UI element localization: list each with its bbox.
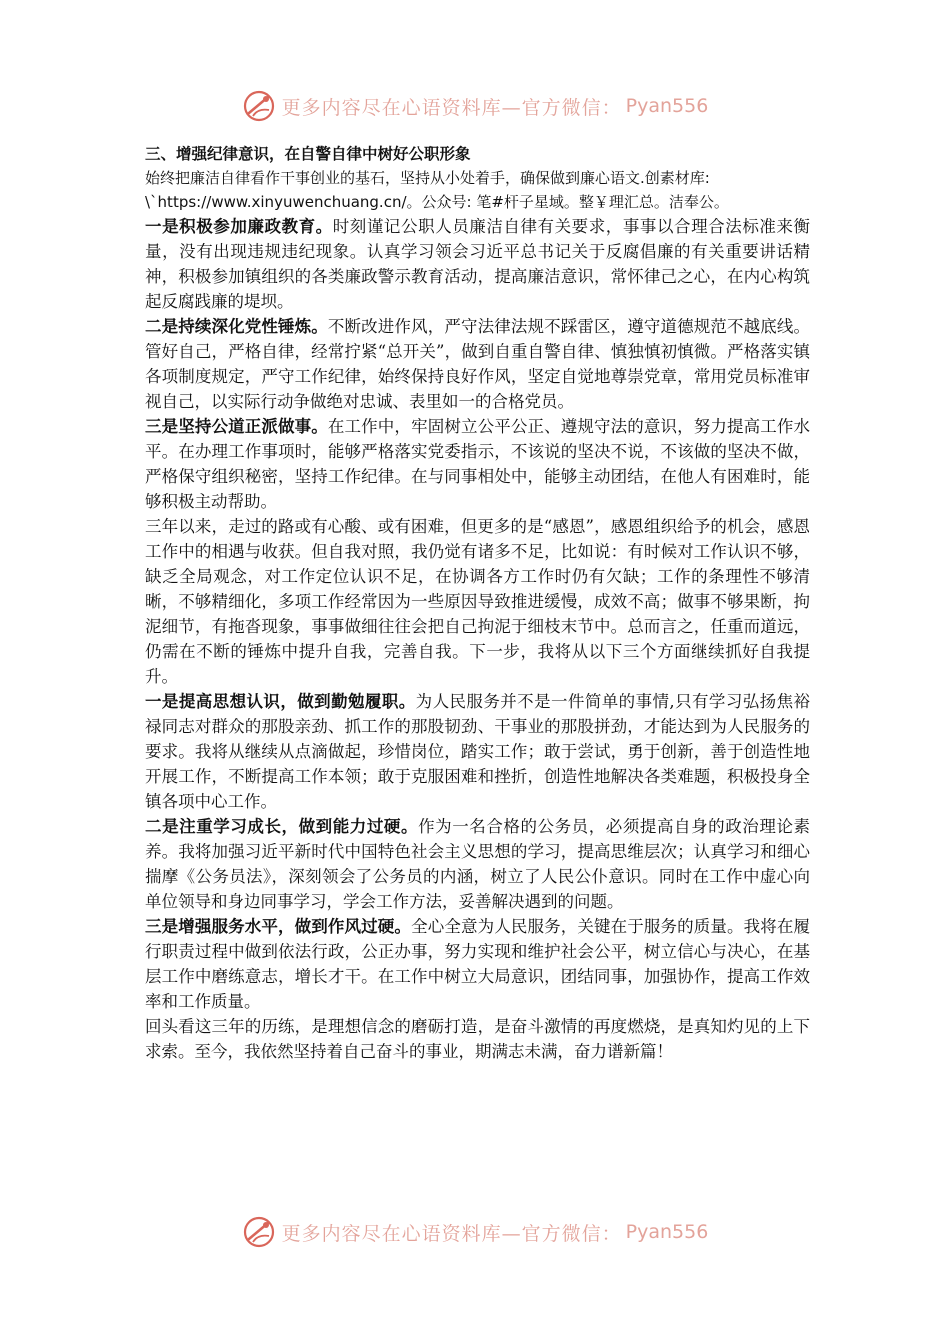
paragraph-3 <box>145 414 810 514</box>
paragraph-lead: 三是增强服务水平，做到作风过硬。 <box>145 917 412 936</box>
paragraph-lead: 二是注重学习成长，做到能力过硬。 <box>145 817 419 836</box>
logo-icon <box>242 89 276 123</box>
paragraph-2 <box>145 314 810 414</box>
watermark-wechat-id: Pyan556 <box>625 1221 709 1243</box>
paragraph-lead: 一是积极参加廉政教育。 <box>145 217 333 236</box>
paragraph-5 <box>145 689 810 814</box>
watermark-wechat-id: Pyan556 <box>625 95 709 117</box>
document-body <box>145 142 810 1064</box>
paragraph-8 <box>145 1014 810 1064</box>
paragraph-7 <box>145 914 810 1014</box>
paragraph-1 <box>145 214 810 314</box>
paragraph-lead: 二是持续深化党性锤炼。 <box>145 317 328 336</box>
watermark-footer <box>0 1212 950 1252</box>
logo-icon <box>242 1215 276 1249</box>
paragraph-6 <box>145 814 810 914</box>
paragraph-lead: 一是提高思想认识，做到勤勉履职。 <box>145 692 416 711</box>
paragraph-text: 作为一名合格的公务员，必须提高自身的政治理论素养。我将加强习近平新时代中国特色社会主义思想的学习，提高思维层次；认真学习和细心揣摩《公务员法》，深刻领会了公务员的内涵，树立了人民公仆意识。同时在工作中虚心向单位领导和身边同事学习，学会工作方法，妥善解决遇到的问题。 <box>145 817 811 911</box>
paragraph-text: 时刻谨记公职人员廉洁自律有关要求，事事以合理合法标准来衡量，没有出现违规违纪现象。认真学习领会习近平总书记关于反腐倡廉的有关重要讲话精神，积极参加镇组织的各类廉政警示教育活动，提高廉洁意识，常怀律己之心，在内心构筑起反腐践廉的堤坝。 <box>145 217 811 311</box>
paragraph-lead: 三是坚持公道正派做事。 <box>145 417 328 436</box>
watermark-text: 更多内容尽在心语资料库—官方微信： <box>281 96 622 119</box>
watermark-text: 更多内容尽在心语资料库—官方微信： <box>281 1222 622 1245</box>
paragraph-text: 三年以来，走过的路或有心酸、或有困难，但更多的是“感恩”，感恩组织给予的机会，感恩工作中的相遇与收获。但自我对照，我仍觉有诸多不足，比如说：有时候对工作认识不够，缺乏全局观念，对工作定位认识不足，在协调各方工作时仍有欠缺；工作的条理性不够清晰，不够精细化，多项工作经常因为一些原因导致推进缓慢，成效不高；做事不够果断，拘泥细节，有拖沓现象，事事做细往往会把自己拘泥于细枝末节中。总而言之，任重而道远，仍需在不断的锤炼中提升自我，完善自我。下一步，我将从以下三个方面继续抓好自我提升。 <box>145 517 810 686</box>
paragraph-text: 不断改进作风，严守法律法规不踩雷区，遵守道德规范不越底线。管好自己，严格自律，经常拧紧“总开关”，做到自重自警自律、慎独慎初慎微。严格落实镇各项制度规定，严守工作纪律，始终保持良好作风，坚定自觉地尊崇党章，常用党员标准审视自己，以实际行动争做绝对忠诚、表里如一的合格党员。 <box>145 317 811 411</box>
paragraph-text: 回头看这三年的历练，是理想信念的磨砺打造，是奋斗激情的再度燃烧，是真知灼见的上下求索。至今，我依然坚持着自己奋斗的事业，期满志未满，奋力谱新篇！ <box>145 1017 810 1061</box>
watermark-header <box>0 86 950 126</box>
paragraph-text: 在工作中，牢固树立公平公正、遵规守法的意识，努力提高工作水平。在办理工作事项时，能够严格落实党委指示，不该说的坚决不说，不该做的坚决不做，严格保守组织秘密，坚持工作纪律。在与同事相处中，能够主动团结，在他人有困难时，能够积极主动帮助。 <box>145 417 811 511</box>
section-heading: 三、增强纪律意识，在自警自律中树好公职形象 <box>145 145 471 163</box>
intro-line-2: \`https://www.xinyuwenchuang.cn/。公众号: 笔#杆子星域。整￥理汇总。洁奉公。 <box>145 193 729 211</box>
paragraph-text: 全心全意为人民服务，关键在于服务的质量。我将在履行职责过程中做到依法行政，公正办事，努力实现和维护社会公平，树立信心与决心，在基层工作中磨练意志，增长才干。在工作中树立大局意识，团结同事，加强协作，提高工作效率和工作质量。 <box>145 917 811 1011</box>
intro-line-1: 始终把廉洁自律看作干事创业的基石，坚持从小处着手，确保做到廉心语文.创素材库: <box>145 169 710 187</box>
paragraph-text: 为人民服务并不是一件简单的事情,只有学习弘扬焦裕禄同志对群众的那股亲劲、抓工作的那股韧劲、干事业的那股拼劲，才能达到为人民服务的要求。我将从继续从点滴做起，珍惜岗位，踏实工作；敢于尝试，勇于创新，善于创造性地开展工作，不断提高工作本领；敢于克服困难和挫折，创造性地解决各类难题，积极投身全镇各项中心工作。 <box>145 692 811 811</box>
paragraph-4 <box>145 514 810 689</box>
